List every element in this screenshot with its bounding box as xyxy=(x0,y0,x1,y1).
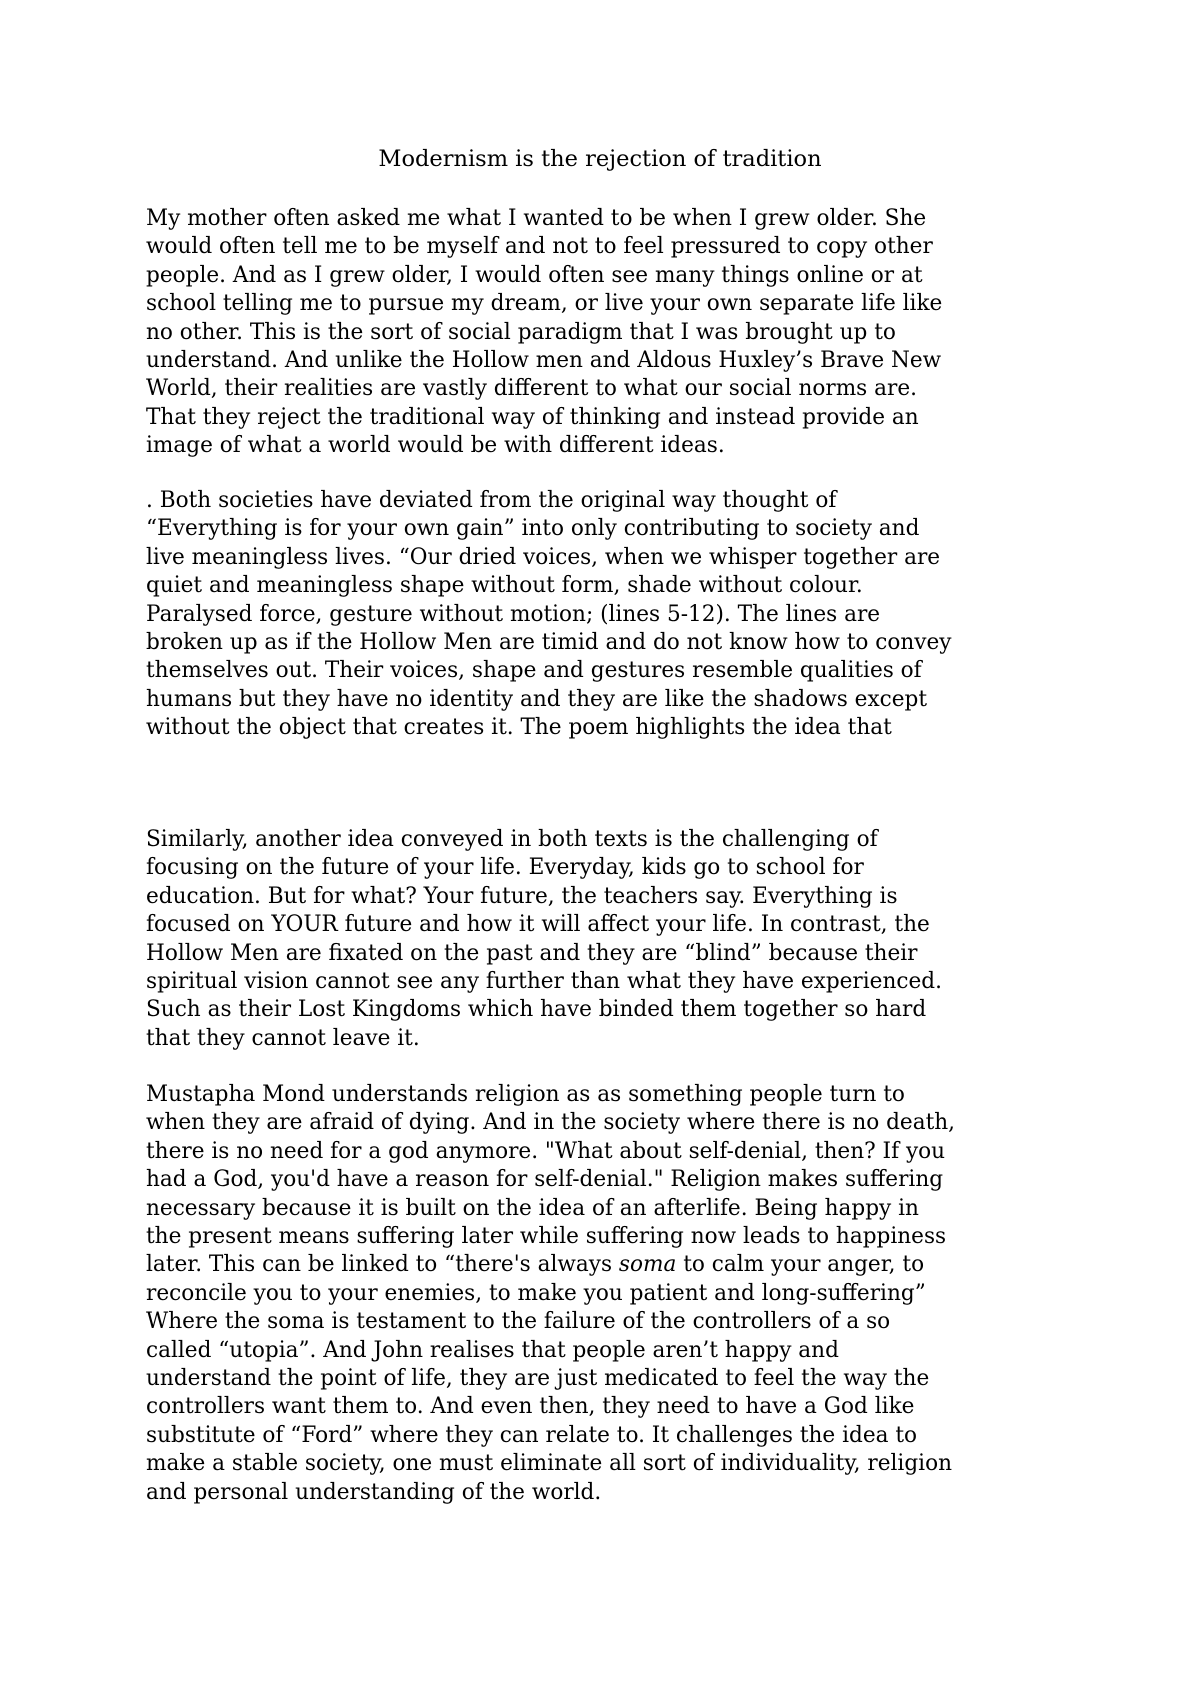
text-line: reconcile you to your enemies, to make you patient and long-suffering” xyxy=(146,1279,926,1306)
text-line: when they are afraid of dying. And in the society where there is no death, xyxy=(146,1109,956,1136)
text-line: Paralysed force, gesture without motion; (lines 5-12). The lines are xyxy=(146,600,881,627)
text-line: called “utopia”. And John realises that people aren’t happy and xyxy=(146,1336,839,1363)
text-line: Mustapha Mond understands religion as as something people turn to xyxy=(146,1081,905,1107)
text-fragment: later. This can be linked to “there's always xyxy=(146,1251,619,1278)
text-line: understand. And unlike the Hollow men and Aldous Huxley’s Brave New xyxy=(146,347,942,374)
text-line: substitute of “Ford” where they can relate to. It challenges the idea to xyxy=(146,1421,918,1448)
italic-word-soma: soma xyxy=(618,1251,677,1278)
text-line: make a stable society, one must eliminate all sort of individuality, religion xyxy=(146,1450,952,1477)
text-line: education. But for what? Your future, the teachers say. Everything is xyxy=(146,882,898,909)
paragraph-future xyxy=(146,825,1146,1052)
text-line: image of what a world would be with different ideas. xyxy=(146,432,725,459)
text-line: the present means suffering later while suffering now leads to happiness xyxy=(146,1223,947,1250)
text-line: had a God, you'd have a reason for self-denial." Religion makes suffering xyxy=(146,1166,944,1193)
text-line: Where the soma is testament to the failure of the controllers of a so xyxy=(146,1308,891,1335)
text-line: understand the point of life, they are just medicated to feel the way the xyxy=(146,1365,930,1392)
text-line: humans but they have no identity and they are like the shadows except xyxy=(146,685,928,712)
text-line: school telling me to pursue my dream, or live your own separate life like xyxy=(146,290,943,317)
text-line: Similarly, another idea conveyed in both texts is the challenging of xyxy=(146,826,878,852)
text-line: “Everything is for your own gain” into only contributing to society and xyxy=(146,515,920,542)
paragraph-introduction xyxy=(146,204,1146,460)
text-line: themselves out. Their voices, shape and gestures resemble qualities of xyxy=(146,657,922,684)
paragraph-religion xyxy=(146,1080,1146,1506)
text-line: quiet and meaningless shape without form, shade without colour. xyxy=(146,572,863,599)
text-line: and personal understanding of the world. xyxy=(146,1478,602,1505)
paragraph-hollow-men xyxy=(146,486,1146,742)
text-line-with-italic xyxy=(146,1250,1106,1278)
text-line: Such as their Lost Kingdoms which have binded them together so hard xyxy=(146,996,927,1023)
text-line: . Both societies have deviated from the original way thought of xyxy=(146,487,837,513)
text-line: there is no need for a god anymore. "What about self-denial, then? If you xyxy=(146,1137,946,1164)
text-fragment: to calm your anger, to xyxy=(676,1251,925,1278)
text-line: without the object that creates it. The poem highlights the idea that xyxy=(146,714,892,741)
text-line: My mother often asked me what I wanted to be when I grew older. She xyxy=(146,205,927,231)
document-title: Modernism is the rejection of tradition xyxy=(378,146,822,172)
text-line: that they cannot leave it. xyxy=(146,1024,420,1051)
text-line: no other. This is the sort of social paradigm that I was brought up to xyxy=(146,318,896,345)
text-line: live meaningless lives. “Our dried voices, when we whisper together are xyxy=(146,543,941,570)
text-line: would often tell me to be myself and not to feel pressured to copy other xyxy=(146,233,933,260)
text-line: focused on YOUR future and how it will affect your life. In contrast, the xyxy=(146,911,930,938)
text-line: Hollow Men are fixated on the past and they are “blind” because their xyxy=(146,939,918,966)
text-line: controllers want them to. And even then, they need to have a God like xyxy=(146,1393,915,1420)
text-line: That they reject the traditional way of thinking and instead provide an xyxy=(146,403,919,430)
text-line: necessary because it is built on the idea of an afterlife. Being happy in xyxy=(146,1194,919,1221)
text-line: broken up as if the Hollow Men are timid and do not know how to convey xyxy=(146,629,952,656)
text-line: World, their realities are vastly different to what our social norms are. xyxy=(146,375,917,402)
text-line: people. And as I grew older, I would often see many things online or at xyxy=(146,261,923,288)
text-line: spiritual vision cannot see any further than what they have experienced. xyxy=(146,968,942,995)
text-line: focusing on the future of your life. Everyday, kids go to school for xyxy=(146,854,864,881)
